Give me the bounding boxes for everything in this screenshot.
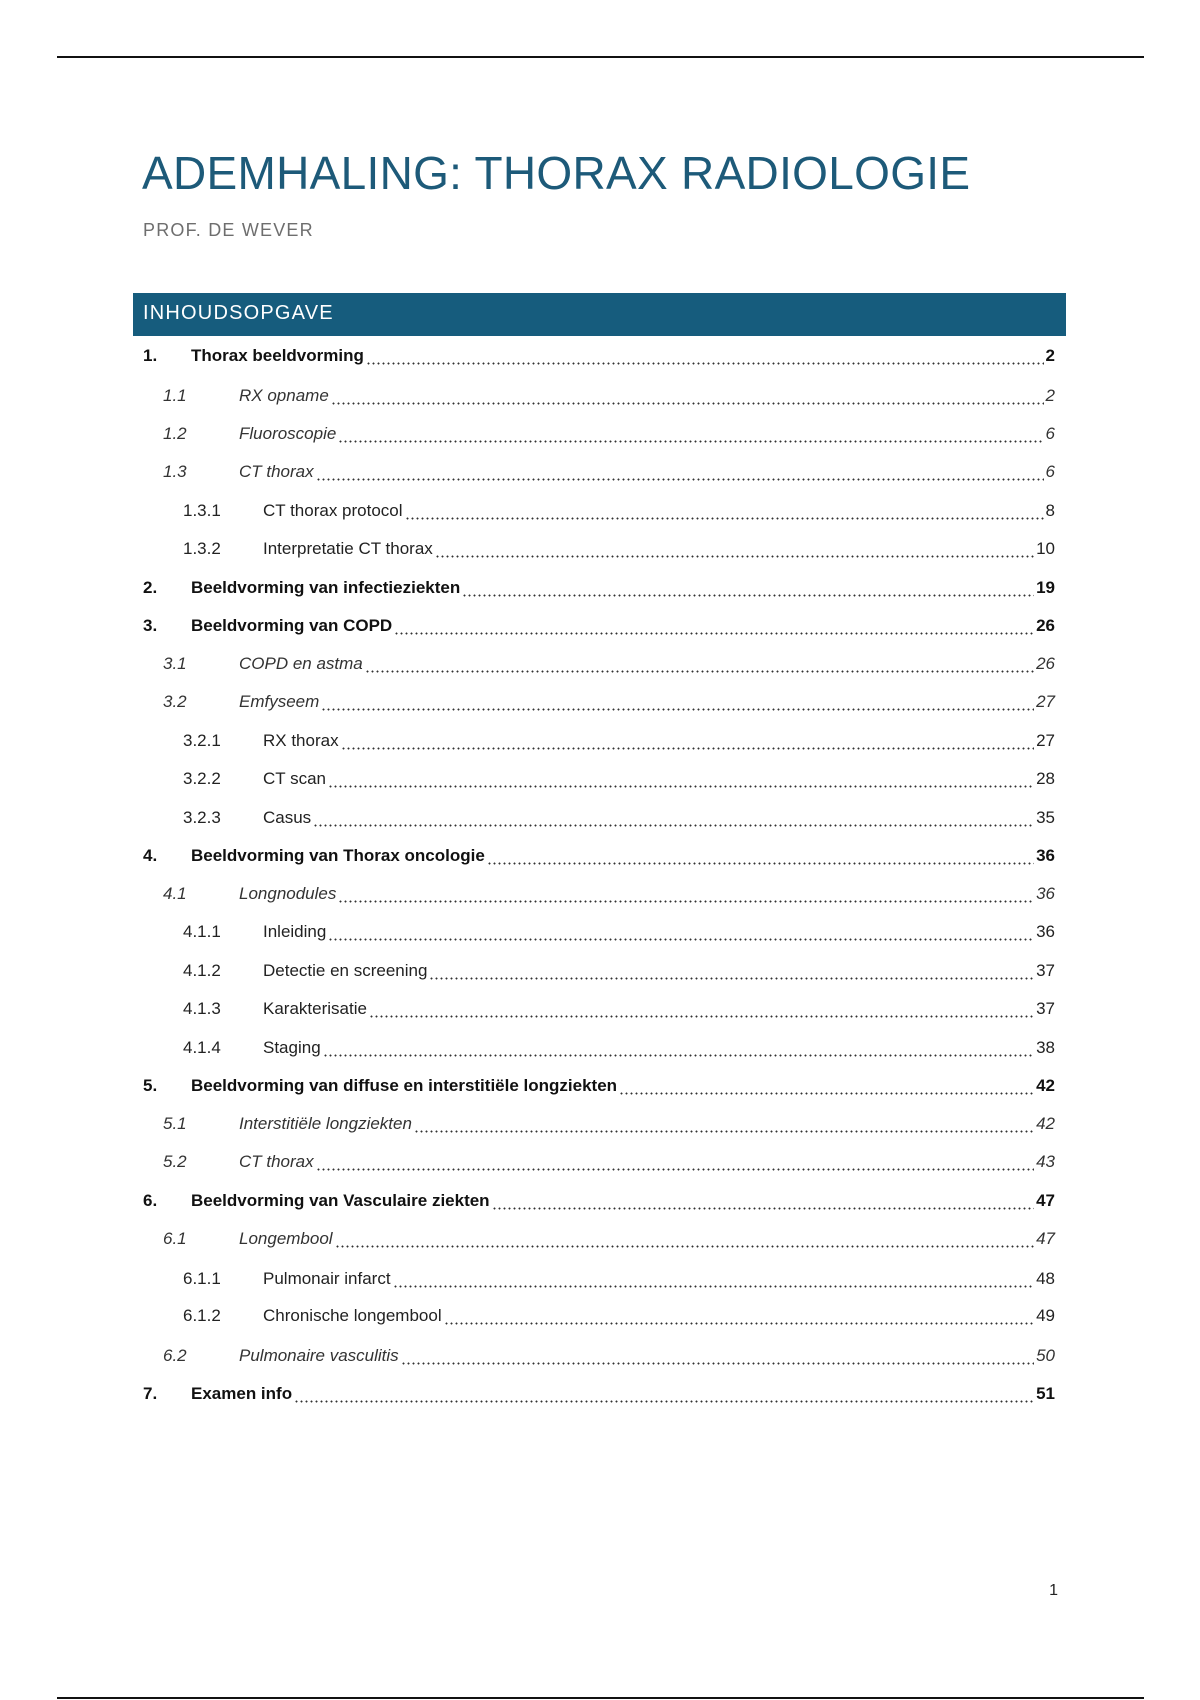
toc-entry-number: 1.2 bbox=[163, 424, 187, 443]
toc-leader-dots bbox=[401, 1344, 1034, 1370]
toc-entry-label: Karakterisatie bbox=[263, 999, 367, 1018]
toc-entry-label: Detectie en screening bbox=[263, 961, 428, 980]
toc-entry-page: 36 bbox=[1036, 922, 1055, 941]
toc-leader-dots bbox=[414, 1112, 1034, 1138]
toc-entry-page: 19 bbox=[1036, 578, 1055, 597]
toc-leader-dots bbox=[487, 844, 1034, 870]
toc-entry[interactable] bbox=[0, 614, 1200, 640]
toc-entry[interactable] bbox=[0, 1189, 1200, 1215]
bottom-rule bbox=[57, 1697, 1144, 1699]
toc-entry-page: 2 bbox=[1045, 386, 1055, 405]
toc-entry-page: 8 bbox=[1045, 501, 1055, 520]
toc-entry[interactable] bbox=[0, 1036, 1200, 1062]
toc-entry-number: 4.1.3 bbox=[183, 999, 221, 1018]
toc-entry-label: Beeldvorming van COPD bbox=[191, 616, 393, 635]
toc-entry-number: 1.3.1 bbox=[183, 501, 221, 520]
toc-entry-label: Interstitiële longziekten bbox=[239, 1114, 412, 1133]
document-title: ADEMHALING: THORAX RADIOLOGIE bbox=[142, 147, 971, 199]
toc-entry[interactable] bbox=[0, 690, 1200, 716]
toc-entry-label: COPD en astma bbox=[239, 654, 363, 673]
toc-entry-number: 7. bbox=[143, 1384, 158, 1403]
toc-entry-label: Longembool bbox=[239, 1229, 333, 1248]
toc-entry-number: 3.1 bbox=[163, 654, 187, 673]
toc-entry-page: 27 bbox=[1036, 692, 1055, 711]
toc-entry-number: 1.3.2 bbox=[183, 539, 221, 558]
toc-entry[interactable] bbox=[0, 729, 1200, 755]
toc-heading: INHOUDSOPGAVE bbox=[143, 302, 334, 324]
toc-entry-number: 5.2 bbox=[163, 1152, 187, 1171]
toc-leader-dots bbox=[393, 1267, 1035, 1293]
toc-entry-page: 35 bbox=[1036, 808, 1055, 827]
toc-entry-label: Emfyseem bbox=[239, 692, 320, 711]
toc-entry-page: 51 bbox=[1036, 1384, 1055, 1403]
toc-entry-page: 50 bbox=[1036, 1346, 1055, 1365]
toc-entry-page: 42 bbox=[1036, 1076, 1055, 1095]
toc-leader-dots bbox=[313, 806, 1034, 832]
toc-entry-number: 4.1.1 bbox=[183, 922, 221, 941]
toc-leader-dots bbox=[316, 460, 1044, 486]
toc-entry[interactable] bbox=[0, 920, 1200, 946]
toc-entry-page: 43 bbox=[1036, 1152, 1055, 1171]
toc-entry-label: Pulmonair infarct bbox=[263, 1269, 391, 1288]
toc-entry-label: CT thorax protocol bbox=[263, 501, 403, 520]
toc-entry-page: 26 bbox=[1036, 616, 1055, 635]
toc-entry-number: 4.1.2 bbox=[183, 961, 221, 980]
toc-entry-label: Pulmonaire vasculitis bbox=[239, 1346, 399, 1365]
toc-leader-dots bbox=[462, 576, 1034, 602]
toc-heading-bar bbox=[133, 293, 1066, 336]
page-number: 1 bbox=[1049, 1582, 1058, 1599]
toc-entry-page: 49 bbox=[1036, 1306, 1055, 1325]
toc-entry-label: Thorax beeldvorming bbox=[191, 346, 364, 365]
toc-entry-number: 3.2.2 bbox=[183, 769, 221, 788]
toc-entry[interactable] bbox=[0, 1304, 1200, 1330]
toc-entry-label: Beeldvorming van diffuse en interstitiële longziekten bbox=[191, 1076, 618, 1095]
toc-entry[interactable] bbox=[0, 460, 1200, 486]
toc-entry-label: Beeldvorming van Vasculaire ziekten bbox=[191, 1191, 490, 1210]
toc-entry[interactable] bbox=[0, 422, 1200, 448]
toc-entry-page: 36 bbox=[1036, 846, 1055, 865]
toc-entry[interactable] bbox=[0, 344, 1200, 370]
toc-entry[interactable] bbox=[0, 1267, 1200, 1293]
toc-leader-dots bbox=[435, 537, 1034, 563]
toc-entry-number: 6.1.2 bbox=[183, 1306, 221, 1325]
toc-entry-page: 26 bbox=[1036, 654, 1055, 673]
toc-entry-label: RX opname bbox=[239, 386, 329, 405]
toc-entry-page: 27 bbox=[1036, 731, 1055, 750]
toc-entry-number: 5.1 bbox=[163, 1114, 187, 1133]
toc-leader-dots bbox=[331, 384, 1044, 410]
toc-leader-dots bbox=[619, 1074, 1034, 1100]
toc-leader-dots bbox=[338, 422, 1043, 448]
toc-entry-number: 6.1.1 bbox=[183, 1269, 221, 1288]
toc-entry-label: Beeldvorming van infectieziekten bbox=[191, 578, 461, 597]
toc-leader-dots bbox=[394, 614, 1034, 640]
top-rule bbox=[57, 56, 1144, 58]
toc-entry-number: 3.2 bbox=[163, 692, 187, 711]
toc-entry-page: 42 bbox=[1036, 1114, 1055, 1133]
toc-entry-number: 6.2 bbox=[163, 1346, 187, 1365]
toc-entry-page: 36 bbox=[1036, 884, 1055, 903]
toc-leader-dots bbox=[328, 767, 1034, 793]
toc-entry-label: Inleiding bbox=[263, 922, 327, 941]
toc-leader-dots bbox=[366, 344, 1044, 370]
toc-leader-dots bbox=[429, 959, 1034, 985]
toc-entry-number: 4.1.4 bbox=[183, 1038, 221, 1057]
toc-entry[interactable] bbox=[0, 652, 1200, 678]
toc-entry-label: Beeldvorming van Thorax oncologie bbox=[191, 846, 485, 865]
toc-entry-label: CT thorax bbox=[239, 1152, 314, 1171]
toc-entry-number: 1.1 bbox=[163, 386, 187, 405]
toc-entry[interactable] bbox=[0, 1344, 1200, 1370]
toc-entry-number: 2. bbox=[143, 578, 158, 597]
toc-entry-number: 4.1 bbox=[163, 884, 187, 903]
toc-entry-page: 28 bbox=[1036, 769, 1055, 788]
toc-entry-number: 3.2.1 bbox=[183, 731, 221, 750]
toc-leader-dots bbox=[405, 499, 1044, 525]
toc-entry-page: 6 bbox=[1045, 424, 1055, 443]
document-subtitle: PROF. DE WEVER bbox=[143, 220, 314, 240]
toc-entry[interactable] bbox=[0, 499, 1200, 525]
toc-entry-page: 37 bbox=[1036, 961, 1055, 980]
toc-entry[interactable] bbox=[0, 576, 1200, 602]
toc-leader-dots bbox=[316, 1150, 1034, 1176]
toc-entry[interactable] bbox=[0, 537, 1200, 563]
toc-entry[interactable] bbox=[0, 1150, 1200, 1176]
toc-entry-page: 38 bbox=[1036, 1038, 1055, 1057]
toc-entry-number: 6. bbox=[143, 1191, 158, 1210]
toc-entry-label: Examen info bbox=[191, 1384, 293, 1403]
toc-entry-page: 48 bbox=[1036, 1269, 1055, 1288]
toc-entry-page: 10 bbox=[1036, 539, 1055, 558]
toc-entry[interactable] bbox=[0, 959, 1200, 985]
toc-entry-label: CT scan bbox=[263, 769, 326, 788]
toc-entry-page: 47 bbox=[1036, 1229, 1055, 1248]
toc-entry-number: 5. bbox=[143, 1076, 158, 1095]
toc-entry-label: Casus bbox=[263, 808, 312, 827]
toc-entry-label: Longnodules bbox=[239, 884, 337, 903]
toc-leader-dots bbox=[369, 997, 1034, 1023]
toc-entry-label: Staging bbox=[263, 1038, 321, 1057]
toc-entry[interactable] bbox=[0, 806, 1200, 832]
toc-entry-number: 6.1 bbox=[163, 1229, 187, 1248]
toc-leader-dots bbox=[294, 1382, 1034, 1408]
toc-entry-page: 37 bbox=[1036, 999, 1055, 1018]
toc-entry-number: 3.2.3 bbox=[183, 808, 221, 827]
toc-leader-dots bbox=[321, 690, 1034, 716]
toc-leader-dots bbox=[365, 652, 1034, 678]
toc-entry-page: 6 bbox=[1045, 462, 1055, 481]
toc-entry-page: 47 bbox=[1036, 1191, 1055, 1210]
toc-entry[interactable] bbox=[0, 384, 1200, 410]
toc-entry-number: 1.3 bbox=[163, 462, 187, 481]
toc-leader-dots bbox=[328, 920, 1034, 946]
toc-leader-dots bbox=[341, 729, 1034, 755]
toc-leader-dots bbox=[338, 882, 1034, 908]
toc-entry[interactable] bbox=[0, 1382, 1200, 1408]
toc-leader-dots bbox=[444, 1304, 1034, 1330]
toc-entry-page: 2 bbox=[1045, 346, 1055, 365]
toc-entry[interactable] bbox=[0, 1074, 1200, 1100]
toc-entry[interactable] bbox=[0, 844, 1200, 870]
toc-entry-number: 3. bbox=[143, 616, 158, 635]
toc-entry[interactable] bbox=[0, 767, 1200, 793]
toc-entry[interactable] bbox=[0, 1227, 1200, 1253]
toc-entry-label: Interpretatie CT thorax bbox=[263, 539, 433, 558]
toc-entry[interactable] bbox=[0, 882, 1200, 908]
toc-leader-dots bbox=[335, 1227, 1035, 1253]
toc-entry-number: 4. bbox=[143, 846, 158, 865]
toc-entry-label: Chronische longembool bbox=[263, 1306, 442, 1325]
toc-entry-label: RX thorax bbox=[263, 731, 339, 750]
toc-entry-label: CT thorax bbox=[239, 462, 314, 481]
toc-entry-label: Fluoroscopie bbox=[239, 424, 337, 443]
toc-entry-number: 1. bbox=[143, 346, 158, 365]
toc-entry[interactable] bbox=[0, 1112, 1200, 1138]
toc-leader-dots bbox=[323, 1036, 1034, 1062]
toc-leader-dots bbox=[492, 1189, 1035, 1215]
toc-entry[interactable] bbox=[0, 997, 1200, 1023]
